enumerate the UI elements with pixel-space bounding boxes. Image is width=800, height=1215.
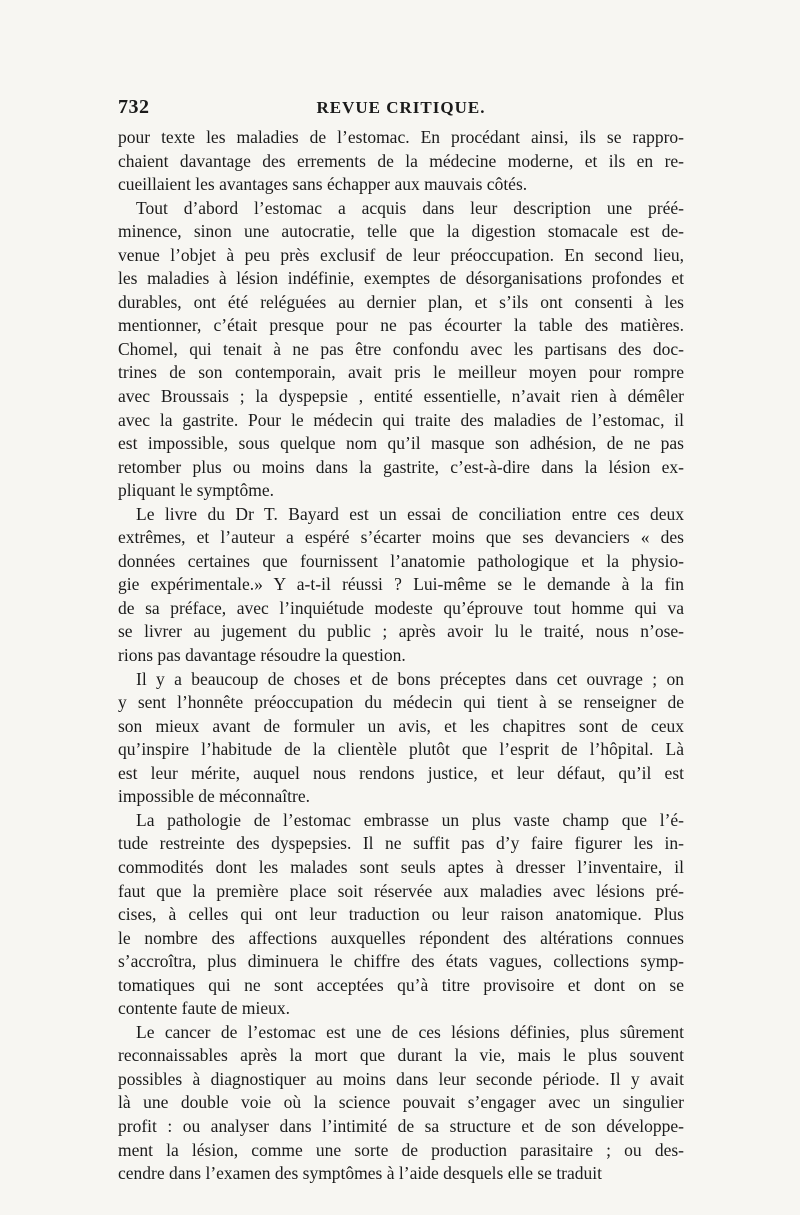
text-line: chaient davantage des errements de la médecine moderne, et ils en re- <box>118 150 684 171</box>
text-line: avec Broussais ; la dyspepsie , entité essentielle, n’avait rien à démêler <box>118 386 684 407</box>
text-line: contente faute de mieux. <box>118 998 291 1019</box>
text-line: y sent l’honnête préoccupation du médecin qui tient à se renseigner de <box>118 692 684 713</box>
paragraph <box>118 197 684 503</box>
text-line: Le cancer de l’estomac est une de ces lésions définies, plus sûrement <box>136 1021 684 1042</box>
text-line: Il y a beaucoup de choses et de bons préceptes dans cet ouvrage ; on <box>136 668 684 689</box>
page-header <box>118 96 684 126</box>
text-line: Chomel, qui tenait à ne pas être confondu avec les partisans des doc- <box>118 338 684 359</box>
text-line: données certaines que fournissent l’anatomie pathologique et la physio- <box>118 550 684 571</box>
text-line: son mieux avant de formuler un avis, et les chapitres sont de ceux <box>118 715 684 736</box>
text-line: là une double voie où la science pouvait s’engager avec un singulier <box>118 1092 684 1113</box>
text-line: commodités dont les malades sont seuls aptes à dresser l’inventaire, il <box>118 856 684 877</box>
text-line: avec la gastrite. Pour le médecin qui traite des maladies de l’estomac, il <box>118 409 684 430</box>
body-text <box>118 126 684 1186</box>
text-line: est leur mérite, auquel nous rendons justice, et leur défaut, qu’il est <box>118 762 684 783</box>
text-line: les maladies à lésion indéfinie, exemptes de désorganisations profondes et <box>118 268 684 289</box>
paragraph <box>118 668 684 809</box>
paragraph <box>118 126 684 197</box>
text-line: durables, ont été reléguées au dernier plan, et s’ils ont consenti à les <box>118 291 684 312</box>
text-line: rions pas davantage résoudre la question. <box>118 645 406 666</box>
text-line: impossible de méconnaître. <box>118 786 310 807</box>
text-line: ment la lésion, comme une sorte de production parasitaire ; ou des- <box>118 1139 684 1160</box>
text-line: pliquant le symptôme. <box>118 480 275 501</box>
text-line: retomber plus ou moins dans la gastrite, c’est-à-dire dans la lésion ex- <box>118 456 684 477</box>
text-line: qu’inspire l’habitude de la clientèle plutôt que l’esprit de l’hôpital. Là <box>118 739 684 760</box>
page-number: 732 <box>118 96 150 118</box>
text-line: faut que la première place soit réservée aux maladies avec lésions pré- <box>118 880 684 901</box>
text-line: profit : ou analyser dans l’intimité de sa structure et de son développe- <box>118 1115 684 1136</box>
paragraph <box>118 1021 684 1186</box>
text-line: venue l’objet à peu près exclusif de leur préoccupation. En second lieu, <box>118 244 684 265</box>
text-line: est impossible, sous quelque nom qu’il masque son adhésion, de ne pas <box>118 433 684 454</box>
text-line: gie expérimentale.» Y a-t-il réussi ? Lui-même se le demande à la fin <box>118 574 684 595</box>
text-line: s’accroîtra, plus diminuera le chiffre des états vagues, collections symp- <box>118 951 684 972</box>
text-line: pour texte les maladies de l’estomac. En procédant ainsi, ils se rappro- <box>118 127 684 147</box>
text-line: Le livre du Dr T. Bayard est un essai de conciliation entre ces deux <box>136 503 684 524</box>
text-line: le nombre des affections auxquelles répondent des altérations connues <box>118 927 684 948</box>
text-line: cises, à celles qui ont leur traduction ou leur raison anatomique. Plus <box>118 904 684 925</box>
text-line: cendre dans l’examen des symptômes à l’aide desquels elle se traduit <box>118 1163 603 1184</box>
paragraph <box>118 809 684 1021</box>
text-line: tude restreinte des dyspepsies. Il ne suffit pas d’y faire figurer les in- <box>118 833 684 854</box>
text-line: cueillaient les avantages sans échapper aux mauvais côtés. <box>118 174 528 195</box>
paragraph <box>118 503 684 668</box>
text-line: extrêmes, et l’auteur a espéré s’écarter moins que ses devanciers « des <box>118 527 684 548</box>
text-line: tomatiques qui ne sont acceptées qu’à titre provisoire et dont on se <box>118 974 684 995</box>
text-line: possibles à diagnostiquer au moins dans leur seconde période. Il y avait <box>118 1068 684 1089</box>
text-line: La pathologie de l’estomac embrasse un plus vaste champ que l’é- <box>136 809 684 830</box>
text-line: minence, sinon une autocratie, telle que la digestion stomacale est de- <box>118 221 684 242</box>
text-line: Tout d’abord l’estomac a acquis dans leur description une préé- <box>136 197 684 218</box>
text-line: de sa préface, avec l’inquiétude modeste qu’éprouve tout homme qui va <box>118 597 684 618</box>
text-line: trines de son contemporain, avait pris le meilleur moyen pour rompre <box>118 362 684 383</box>
text-line: mentionner, c’était presque pour ne pas écourter la table des matières. <box>118 315 684 336</box>
text-line: se livrer au jugement du public ; après avoir lu le traité, nous n’ose- <box>118 621 684 642</box>
running-title: REVUE CRITIQUE. <box>316 98 486 117</box>
text-line: reconnaissables après la mort que durant la vie, mais le plus souvent <box>118 1045 684 1066</box>
